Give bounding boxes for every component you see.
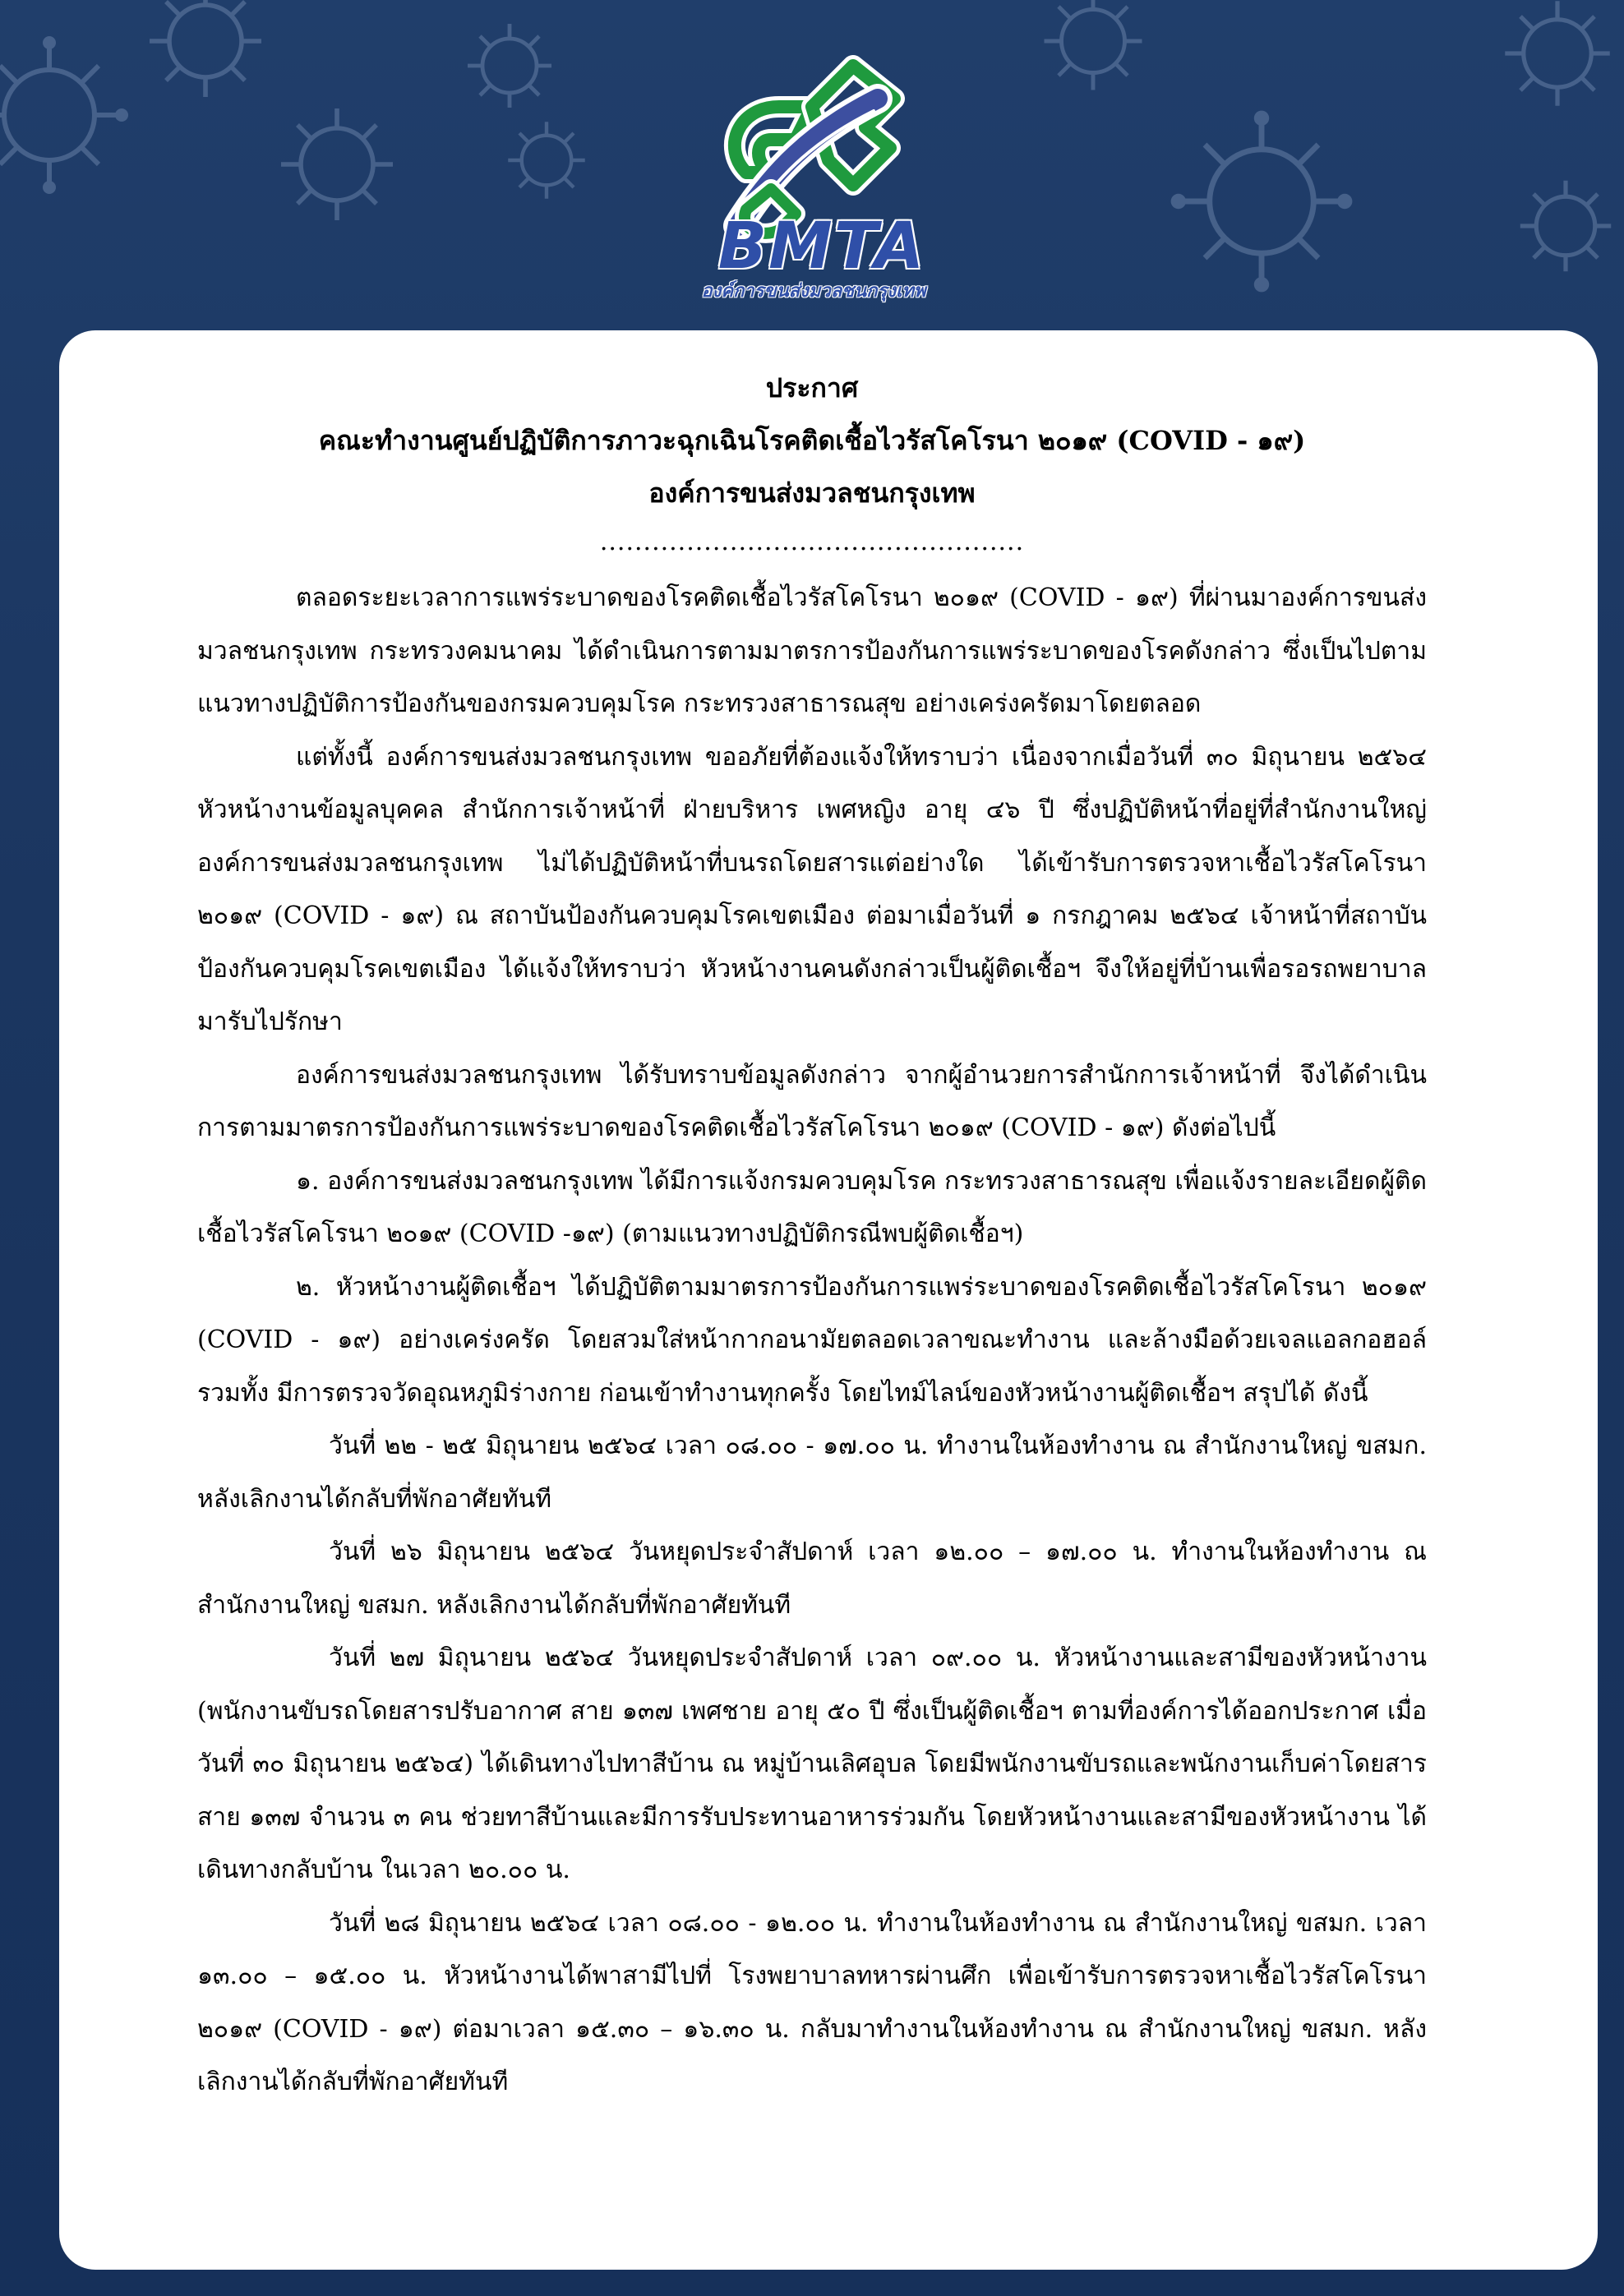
timeline-entry: วันที่ ๒๗ มิถุนายน ๒๕๖๔ วันหยุดประจำสัปดาห์ เวลา ๐๙.๐๐ น. หัวหน้างานและสามีของหัวหน้างาน (พนักงานขับรถโดยสารปรับอากาศ สาย ๑๓๗ เพศชาย อายุ ๕๐ ปี ซึ่งเป็นผู้ติดเชื้อฯ ตามที่องค์การได้ออกประกาศ เมื่อวันที่ ๓๐ มิถุนายน ๒๕๖๔) ได้เดินทางไปทาสีบ้าน ณ หมู่บ้านเลิศอุบล โดยมีพนักงานขับรถและพนักงานเก็บค่าโดยสาร สาย ๑๓๗ จำนวน ๓ คน ช่วยทาสีบ้านและมีการรับประทานอาหารร่วมกัน โดยหัวหน้างานและสามีของหัวหน้างาน ได้เดินทางกลับบ้าน ในเวลา ๒๐.๐๐ น. (197, 1644, 1427, 1884)
virus-icon (1512, 173, 1619, 279)
heading-separator: ................................................. (599, 528, 1025, 556)
virus-icon (460, 16, 559, 115)
heading-announcement: ประกาศ (765, 372, 859, 403)
virus-icon (1036, 0, 1151, 99)
paragraph-intro: ตลอดระยะเวลาการแพร่ระบาดของโรคติดเชื้อไวรัสโคโรนา ๒๐๑๙ (COVID - ๑๙) ที่ผ่านมาองค์การขนส่งมวลชนกรุงเทพ กระทรวงคมนาคม ได้ดำเนินการตามมาตรการป้องกันการแพร่ระบาดของโรคดังกล่าว ซึ่งเป็นไปตามแนวทางปฏิบัติการป้องกันของกรมควบคุมโรค กระทรวงสาธารณสุข อย่างเคร่งครัดมาโดยตลอด (197, 583, 1427, 718)
logo-text: BMTA (717, 210, 926, 284)
timeline-entry: วันที่ ๒๘ มิถุนายน ๒๕๖๔ เวลา ๐๘.๐๐ - ๑๒.๐๐ น. ทำงานในห้องทำงาน ณ สำนักงานใหญ่ ขสมก. เวลา ๑๓.๐๐ – ๑๕.๐๐ น. หัวหน้างานได้พาสามีไปที่ โรงพยาบาลทหารผ่านศึก เพื่อเข้ารับการตรวจหาเชื้อไวรัสโคโรนา ๒๐๑๙ (COVID - ๑๙) ต่อมาเวลา ๑๕.๓๐ – ๑๖.๓๐ น. กลับมาทำงานในห้องทำงาน ณ สำนักงานใหญ่ ขสมก. หลังเลิกงานได้กลับที่พักอาศัยทันที (197, 1908, 1427, 2096)
heading-organization: องค์การขนส่งมวลชนกรุงเทพ (648, 477, 976, 509)
paragraph-case: แต่ทั้งนี้ องค์การขนส่งมวลชนกรุงเทพ ขออภัยที่ต้องแจ้งให้ทราบว่า เนื่องจากเมื่อวันที่ ๓๐ มิถุนายน ๒๕๖๔ หัวหน้างานข้อมูลบุคคล สำนักการเจ้าหน้าที่ ฝ่ายบริหาร เพศหญิง อายุ ๔๖ ปี ซึ่งปฏิบัติหน้าที่อยู่ที่สำนักงานใหญ่องค์การขนส่งมวลชนกรุงเทพ ไม่ได้ปฏิบัติหน้าที่บนรถโดยสารแต่อย่างใด ได้เข้ารับการตรวจหาเชื้อไวรัสโคโรนา ๒๐๑๙ (COVID - ๑๙) ณ สถาบันป้องกันควบคุมโรคเขตเมือง ต่อมาเมื่อวันที่ ๑ กรกฎาคม ๒๕๖๔ เจ้าหน้าที่สถาบันป้องกันควบคุมโรคเขตเมือง ได้แจ้งให้ทราบว่า หัวหน้างานคนดังกล่าวเป็นผู้ติดเชื้อฯ จึงให้อยู่ที่บ้านเพื่อรอรถพยาบาลมารับไปรักษา (197, 742, 1427, 1036)
paragraph-measures: องค์การขนส่งมวลชนกรุงเทพ ได้รับทราบข้อมูลดังกล่าว จากผู้อำนวยการสำนักการเจ้าหน้าที่ จึงได้ดำเนินการตามมาตรการป้องกันการแพร่ระบาดของโรคติดเชื้อไวรัสโคโรนา ๒๐๑๙ (COVID - ๑๙) ดังต่อไปนี้ (197, 1060, 1427, 1142)
virus-icon (0, 33, 131, 197)
logo-subtitle: องค์การขนส่งมวลชนกรุงเทพ (701, 281, 926, 302)
timeline-entry: วันที่ ๒๒ - ๒๕ มิถุนายน ๒๕๖๔ เวลา ๐๘.๐๐ - ๑๗.๐๐ น. ทำงานในห้องทำงาน ณ สำนักงานใหญ่ ขสมก. หลังเลิกงานได้กลับที่พักอาศัยทันที (197, 1432, 1427, 1514)
virus-icon (140, 0, 271, 107)
heading-committee: คณะทำงานศูนย์ปฏิบัติการภาวะฉุกเฉินโรคติดเชื้อไวรัสโคโรนา ๒๐๑๙ (COVID - ๑๙) (318, 425, 1306, 456)
virus-icon (501, 115, 592, 205)
timeline-entry: วันที่ ๒๖ มิถุนายน ๒๕๖๔ วันหยุดประจำสัปดาห์ เวลา ๑๒.๐๐ – ๑๗.๐๐ น. ทำงานในห้องทำงาน ณ สำนักงานใหญ่ ขสมก. หลังเลิกงานได้กลับที่พักอาศัยทันที (197, 1538, 1427, 1620)
announcement-document (197, 362, 1427, 2109)
virus-icon (1496, 0, 1619, 115)
virus-icon (271, 99, 403, 230)
paragraph-item-2: ๒. หัวหน้างานผู้ติดเชื้อฯ ได้ปฏิบัติตามมาตรการป้องกันการแพร่ระบาดของโรคติดเชื้อไวรัสโคโรนา ๒๐๑๙ (COVID - ๑๙) อย่างเคร่งครัด โดยสวมใส่หน้ากากอนามัยตลอดเวลาขณะทำงาน และล้างมือด้วยเจลแอลกอฮอล์ รวมทั้ง มีการตรวจวัดอุณหภูมิร่างกาย ก่อนเข้าทำงานทุกครั้ง โดยไทม์ไลน์ของหัวหน้างานผู้ติดเชื้อฯ สรุปได้ ดังนี้ (197, 1272, 1427, 1408)
paragraph-item-1: ๑. องค์การขนส่งมวลชนกรุงเทพ ได้มีการแจ้งกรมควบคุมโรค กระทรวงสาธารณสุข เพื่อแจ้งรายละเอียดผู้ติดเชื้อไวรัสโคโรนา ๒๐๑๙ (COVID -๑๙) (ตามแนวทางปฏิบัติกรณีพบผู้ติดเชื้อฯ) (197, 1166, 1427, 1248)
virus-icon (1167, 107, 1356, 296)
